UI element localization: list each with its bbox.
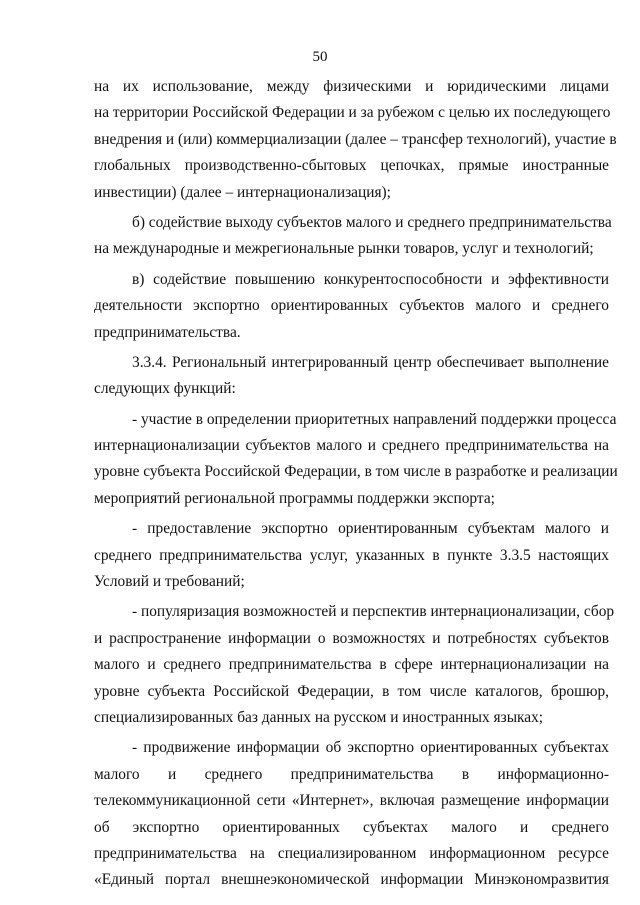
paragraph: [94, 599, 615, 731]
text-line: на международные и межрегиональные рынки товаров, услуг и технологий;: [94, 240, 594, 258]
text-line: мероприятий региональной программы поддержки экспорта;: [94, 489, 495, 507]
text-line: 3.3.4. Региональный интегрированный центр обеспечивает выполнение: [132, 353, 609, 371]
paragraph: [94, 407, 618, 513]
text-line: телекоммуникационной сети «Интернет», включая размещение информации: [94, 792, 609, 810]
text-line: - предоставление экспортно ориентированным субъектам малого и: [132, 520, 609, 538]
text-line: деятельности экспортно ориентированных субъектов малого и среднего: [94, 297, 609, 315]
paragraph: [94, 516, 609, 595]
text-line: - участие в определении приоритетных направлений поддержки процесса: [132, 410, 617, 428]
text-line: на территории Российской Федерации и за рубежом с целью их последующего: [94, 104, 611, 122]
text-line: уровне субъекта Российской Федерации, в том числе в разработке и реализации: [94, 463, 618, 481]
page-number: 50: [312, 49, 328, 65]
paragraph: [94, 74, 617, 206]
text-line: уровне субъекта Российской Федерации, в том числе каталогов, брошюр,: [94, 682, 609, 700]
text-line: - продвижение информации об экспортно ориентированных субъектах: [132, 739, 609, 757]
document-body: [94, 74, 618, 894]
paragraph: [94, 735, 609, 893]
text-line: инвестиции) (далее – интернационализация);: [94, 183, 391, 201]
text-line: б) содействие выходу субъектов малого и среднего предпринимательства: [132, 213, 612, 231]
text-line: предпринимательства.: [94, 323, 241, 341]
text-line: - популяризация возможностей и перспектив интернационализации, сбор: [132, 603, 615, 621]
text-line: глобальных производственно-сбытовых цепочках, прямые иностранные: [94, 157, 609, 175]
paragraph: [94, 350, 609, 403]
text-line: малого и среднего предпринимательства в информационно-: [94, 765, 609, 783]
text-line: внедрения и (или) коммерциализации (далее – трансфер технологий), участие в: [94, 130, 617, 148]
text-line: «Единый портал внешнеэкономической информации Минэкономразвития: [94, 871, 609, 889]
text-line: в) содействие повышению конкурентоспособности и эффективности: [132, 270, 609, 288]
text-line: малого и среднего предпринимательства в сфере интернационализации на: [94, 656, 609, 674]
text-line: предпринимательства на специализированном информационном ресурсе: [94, 844, 609, 862]
text-line: и распространение информации о возможностях и потребностях субъектов: [94, 629, 609, 647]
text-line: Условий и требований;: [94, 573, 245, 591]
paragraph: [94, 267, 609, 346]
text-line: специализированных баз данных на русском и иностранных языках;: [94, 708, 544, 726]
text-line: интернационализации субъектов малого и среднего предпринимательства на: [94, 437, 609, 455]
paragraph: [94, 210, 612, 263]
text-line: об экспортно ориентированных субъектах малого и среднего: [94, 818, 609, 836]
text-line: на их использование, между физическими и юридическими лицами: [94, 78, 609, 95]
text-line: среднего предпринимательства услуг, указанных в пункте 3.3.5 настоящих: [94, 546, 609, 564]
text-line: следующих функций:: [94, 380, 236, 398]
